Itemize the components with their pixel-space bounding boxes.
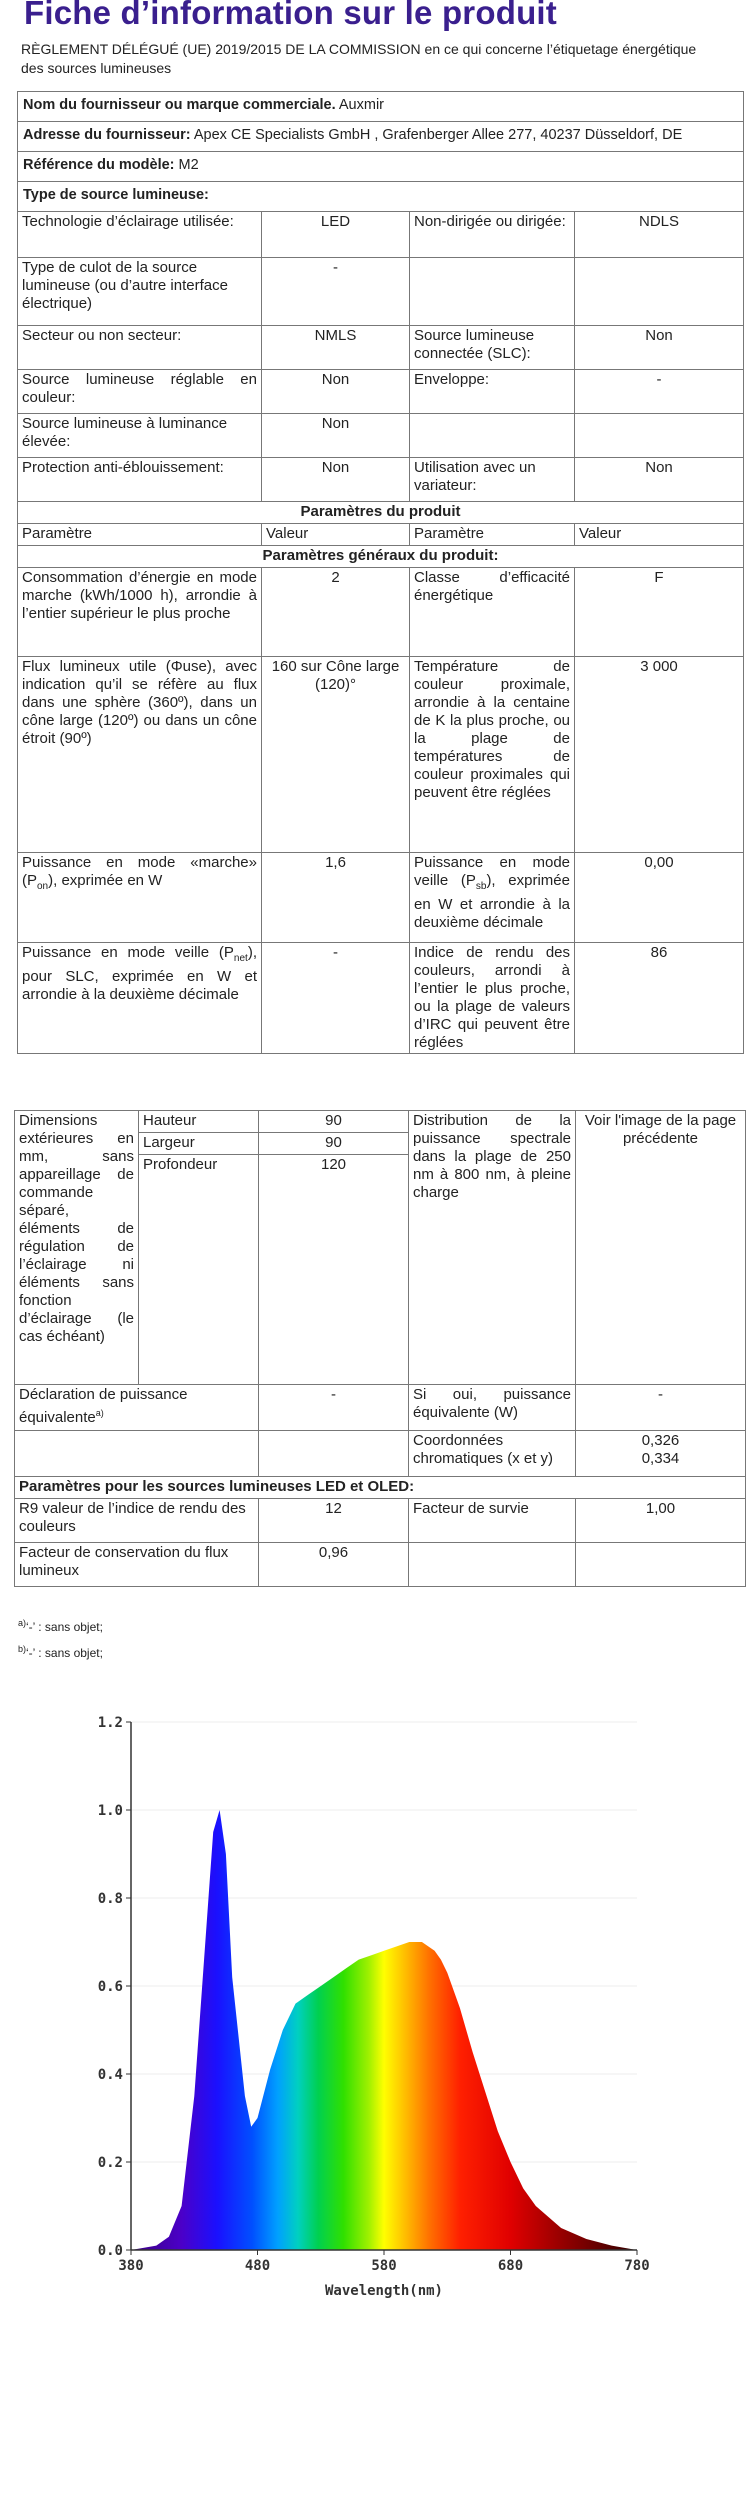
y-tick-label: 0.0 (97, 2243, 123, 2259)
lumen-maintenance-value: 0,96 (259, 1543, 409, 1587)
equivalent-power-value: - (576, 1385, 746, 1431)
standby-power-value: 0,00 (575, 853, 744, 943)
y-tick-label: 0.8 (97, 1891, 123, 1907)
x-axis-label: Wavelength(nm) (324, 2283, 444, 2299)
glare-shield-label: Protection anti-éblouissement: (18, 458, 262, 502)
led-params-heading: Paramètres pour les sources lumineuses LED et OLED: (15, 1477, 746, 1499)
x-tick-label: 480 (244, 2258, 271, 2274)
equivalent-power-declaration-value: - (259, 1385, 409, 1431)
y-tick-label: 0.4 (97, 2067, 123, 2083)
height-value: 90 (259, 1111, 409, 1133)
y-tick-label: 0.6 (97, 1979, 123, 1995)
envelope-label: Enveloppe: (410, 370, 575, 414)
directional-label: Non-dirigée ou dirigée: (410, 212, 575, 258)
spectral-distribution-label: Distribution de la puissance spectrale dans la plage de 250 nm à 800 nm, à pleine charge (409, 1111, 576, 1385)
r9-value: 12 (259, 1499, 409, 1543)
footnote-b: $^{b)}$‘-’ : sans objet; (18, 1644, 103, 1660)
dimmer-label: Utilisation avec un variateur: (410, 458, 575, 502)
connected-label: Source lumineuse connectée (SLC): (410, 326, 575, 370)
energy-consumption-label: Consommation d’énergie en mode marche (kWh/1000 h), arrondie à l’entier supérieur le plus proche (18, 568, 262, 657)
color-tunable-label: Source lumineuse réglable en couleur: (18, 370, 262, 414)
y-tick-label: 1.0 (97, 1803, 123, 1819)
energy-consumption-value: 2 (262, 568, 410, 657)
model-reference-value: M2 (178, 157, 199, 173)
spectrum-area (131, 1810, 637, 2250)
efficiency-class-label: Classe d’efficacité énergétique (410, 568, 575, 657)
chromaticity-value (576, 1431, 746, 1477)
col-value-header: Valeur (262, 524, 410, 546)
connected-value: Non (575, 326, 744, 370)
x-tick-label: 580 (371, 2258, 397, 2274)
mains-value: NMLS (262, 326, 410, 370)
cct-value: 3 000 (575, 657, 744, 853)
supplier-address-value: Apex CE Specialists GmbH , Grafenberger Allee 277, 40237 Düsseldorf, DE (193, 127, 683, 143)
equivalent-power-label: Si oui, puissance équivalente (W) (409, 1385, 576, 1431)
x-tick-label: 780 (624, 2258, 650, 2274)
chromaticity-y: 0,334 (641, 1450, 680, 1467)
x-tick-label: 380 (118, 2258, 144, 2274)
model-reference-row (18, 152, 744, 182)
col-value-header-2: Valeur (575, 524, 744, 546)
networked-standby-value: - (262, 943, 410, 1054)
supplier-name-value: Auxmir (338, 97, 384, 113)
luminous-flux-value: 160 sur Cône large (120)° (262, 657, 410, 853)
page-title: Fiche d’information sur le produit (24, 0, 557, 31)
efficiency-class-value: F (575, 568, 744, 657)
y-tick-label: 0.2 (97, 2155, 123, 2171)
luminous-flux-label: Flux lumineux utile (Φuse), avec indication qu’il se réfère au flux dans une sphère (360º), dans un cône large (120º) ou dans un cône étroit (90º) (18, 657, 262, 853)
mains-label: Secteur ou non secteur: (18, 326, 262, 370)
directional-value: NDLS (575, 212, 744, 258)
width-label: Largeur (139, 1133, 259, 1155)
high-luminance-label: Source lumineuse à luminance élevée: (18, 414, 262, 458)
height-label: Hauteur (139, 1111, 259, 1133)
chromaticity-label: Coordonnées chromatiques (x et y) (409, 1431, 576, 1477)
dimensions-label: Dimensions extérieures en mm, sans appareillage de commande séparé, éléments de régulation de l’éclairage ni éléments sans fonction d’éclairage (le cas échéant) (15, 1111, 139, 1385)
supplier-address-label: Adresse du fournisseur: (23, 127, 191, 143)
envelope-value: - (575, 370, 744, 414)
r9-label: R9 valeur de l’indice de rendu des couleurs (15, 1499, 259, 1543)
x-tick-labels (118, 2250, 649, 2274)
spectral-distribution-value: Voir l'image de la page précédente (576, 1111, 746, 1385)
survival-factor-value: 1,00 (576, 1499, 746, 1543)
model-reference-label: Référence du modèle: (23, 157, 175, 173)
general-params-heading: Paramètres généraux du produit: (18, 546, 744, 568)
y-tick-labels (98, 1715, 131, 2259)
footnote-a: $^{a)}$‘-’ : sans objet; (18, 1618, 103, 1634)
cct-label: Température de couleur proximale, arrondie à la centaine de K la plus proche, ou la plage de températures de couleur proximales qui peuvent être réglées (410, 657, 575, 853)
on-mode-power-value: 1,6 (262, 853, 410, 943)
product-params-heading: Paramètres du produit (18, 502, 744, 524)
depth-label: Profondeur (139, 1155, 259, 1385)
spectral-distribution-chart (0, 1690, 754, 2330)
product-info-table-part1 (17, 91, 744, 1054)
cri-label: Indice de rendu des couleurs, arrondi à l’entier le plus proche, ou la plage de valeurs d’IRC qui peuvent être réglées (410, 943, 575, 1054)
product-info-table-part2 (14, 1110, 746, 1587)
tech-value: LED (262, 212, 410, 258)
supplier-name-label: Nom du fournisseur ou marque commerciale. (23, 97, 336, 113)
supplier-name-row (18, 92, 744, 122)
regulation-subtitle: RÈGLEMENT DÉLÉGUÉ (UE) 2019/2015 DE LA COMMISSION en ce qui concerne l’étiquetage énergétique des sources lumineuses (21, 41, 697, 76)
standby-power-label: Puissance en mode veille $(P_{sb})$, exprimée en W et arrondie à la deuxième décimale (410, 853, 575, 943)
supplier-address-row (18, 122, 744, 152)
x-tick-label: 680 (497, 2258, 524, 2274)
color-tunable-value: Non (262, 370, 410, 414)
high-luminance-value: Non (262, 414, 410, 458)
y-tick-label: 1.2 (97, 1715, 123, 1731)
width-value: 90 (259, 1133, 409, 1155)
cap-label: Type de culot de la source lumineuse (ou d’autre interface électrique) (18, 258, 262, 326)
lumen-maintenance-label: Facteur de conservation du flux lumineux (15, 1543, 259, 1587)
glare-shield-value: Non (262, 458, 410, 502)
light-source-type-heading: Type de source lumineuse: (18, 182, 744, 212)
cri-value: 86 (575, 943, 744, 1054)
col-param-header: Paramètre (18, 524, 262, 546)
networked-standby-label: Puissance en mode veille $(P_{net})$, pour SLC, exprimée en W et arrondie à la deuxième décimale (18, 943, 262, 1054)
col-param-header-2: Paramètre (410, 524, 575, 546)
depth-value: 120 (259, 1155, 409, 1385)
chromaticity-x: 0,326 (641, 1432, 680, 1449)
survival-factor-label: Facteur de survie (409, 1499, 576, 1543)
on-mode-power-label: Puissance en mode «marche» $(P_{on})$, exprimée en W (18, 853, 262, 943)
cap-value: - (262, 258, 410, 326)
tech-label: Technologie d’éclairage utilisée: (18, 212, 262, 258)
dimmer-value: Non (575, 458, 744, 502)
equivalent-power-declaration-label: Déclaration de puissance équivalente$^{a)}$ (15, 1385, 259, 1431)
